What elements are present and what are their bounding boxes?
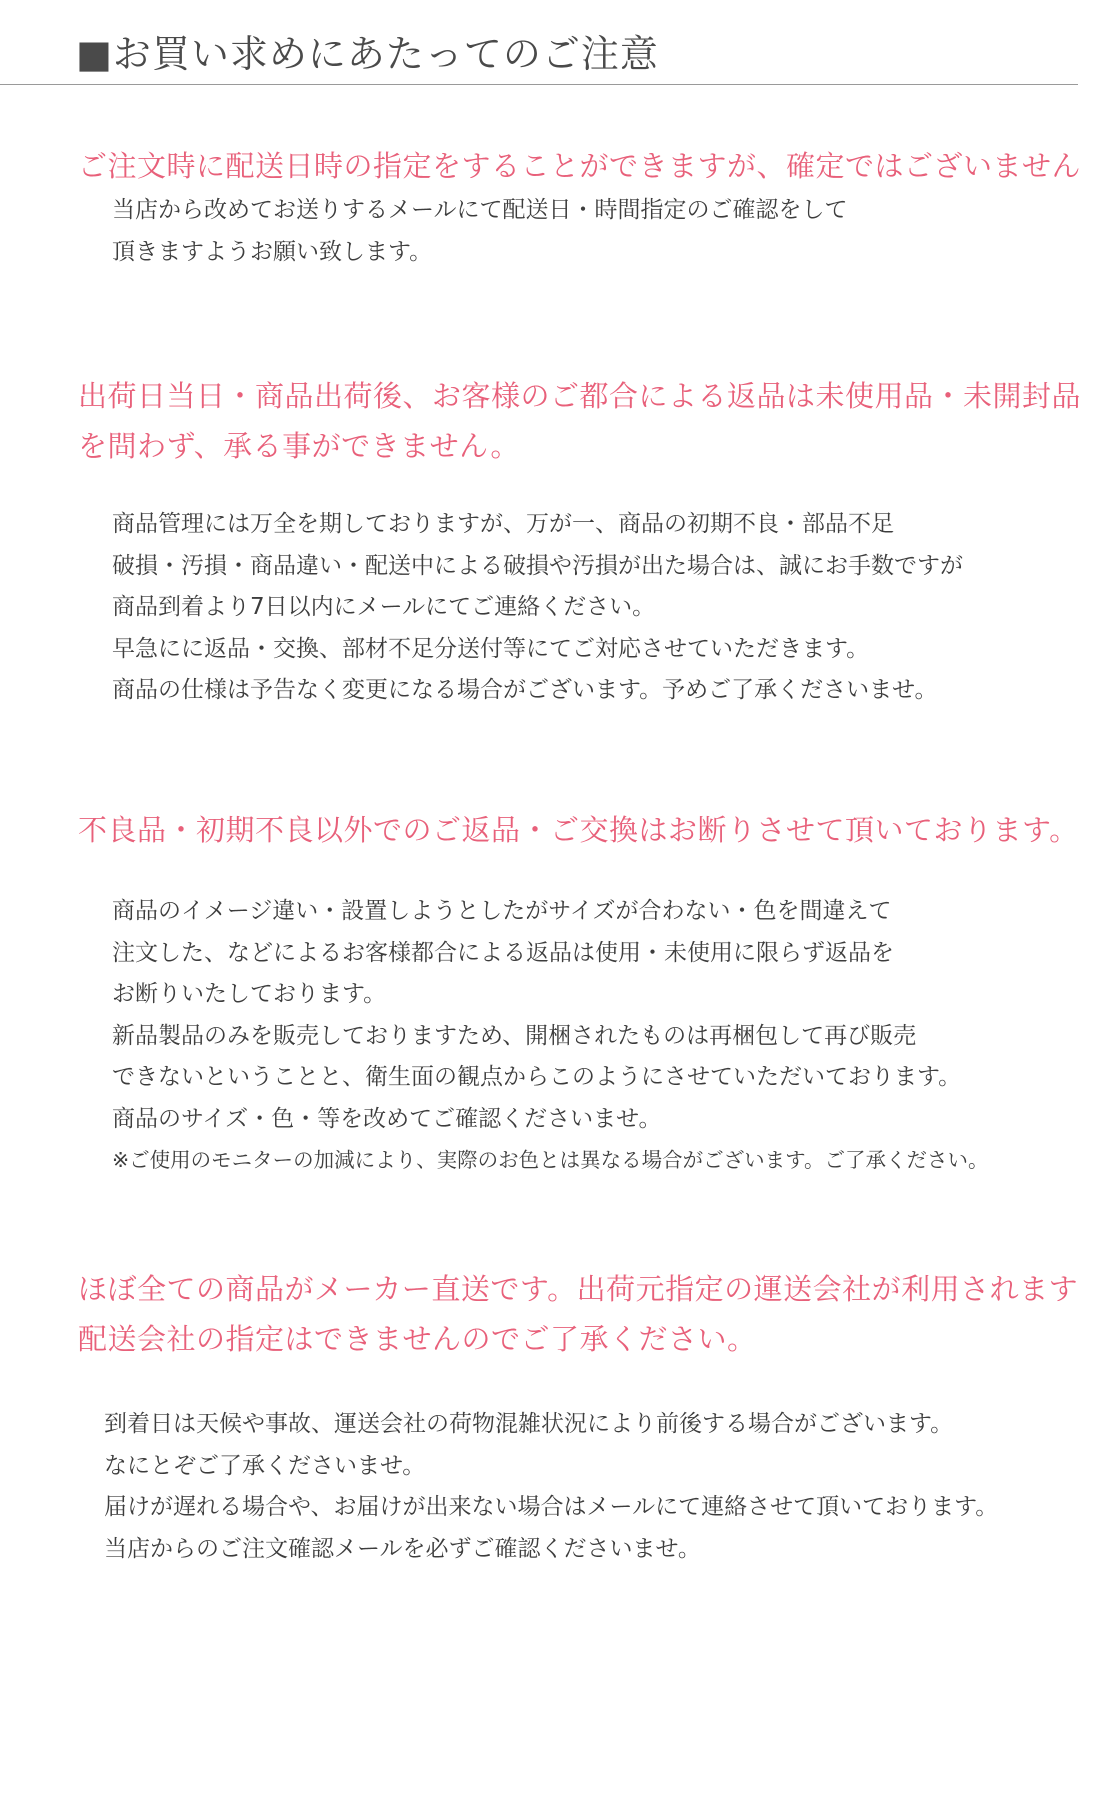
notice-heading-direct-shipping [78,1264,1078,1364]
body-line: 商品管理には万全を期しておりますが、万が一、商品の初期不良・部品不足 [112,511,894,537]
body-line: 当店から改めてお送りするメールにて配送日・時間指定のご確認をして [112,197,848,223]
body-line: 商品のイメージ違い・設置しようとしたがサイズが合わない・色を間違えて [112,898,892,924]
body-line: 商品のサイズ・色・等を改めてご確認くださいませ。 [112,1105,662,1132]
heading-line: ご注文時に配送日時の指定をすることができますが、確定ではございません [78,149,1082,183]
body-line: 届けが遅れる場合や、お届けが出来ない場合はメールにて連絡させて頂いております。 [104,1494,999,1520]
body-line: 商品到着より7日以内にメールにてご連絡ください。 [112,594,656,620]
body-line: 注文した、などによるお客様都合による返品は使用・未使用に限らず返品を [112,939,894,966]
body-line: 破損・汚損・商品違い・配送中による破損や汚損が出た場合は、誠にお手数ですが [112,552,963,579]
title-divider [0,84,1078,85]
body-line: 当店からのご注文確認メールを必ずご確認くださいませ。 [104,1535,701,1562]
heading-line: 配送会社の指定はできませんのでご了承ください。 [78,1322,757,1356]
page-title: ■お買い求めにあたってのご注意 [76,32,659,76]
body-line: 新品製品のみを販売しておりますため、開梱されたものは再梱包して再び販売 [112,1022,917,1049]
body-line: お断りいたしております。 [112,981,387,1007]
body-line: できないということと、衛生面の観点からこのようにさせていただいております。 [112,1064,962,1090]
heading-line: ほぼ全ての商品がメーカー直送です。出荷元指定の運送会社が利用されます [78,1272,1079,1306]
notice-body-returns-after-shipping [112,504,963,712]
notice-body-exchange-refusal [112,891,989,1182]
notice-body-direct-shipping [104,1404,998,1570]
body-line: 商品の仕様は予告なく変更になる場合がございます。予めご了承くださいませ。 [112,677,938,703]
body-line: 早急にに返品・交換、部材不足分送付等にてご対応させていただきます。 [112,635,870,662]
body-line: なにとぞご了承くださいませ。 [104,1452,426,1479]
notice-heading-delivery-date [78,141,1081,191]
heading-line: を問わず、承る事ができません。 [78,429,520,463]
notice-body-delivery-date [112,190,848,273]
body-line: 頂きますようお願い致します。 [112,238,433,265]
notice-heading-exchange-refusal [78,805,1079,855]
heading-line: 不良品・初期不良以外でのご返品・ご交換はお断りさせて頂いております。 [78,813,1079,847]
monitor-color-note: ※ご使用のモニターの加減により、実際のお色とは異なる場合がございます。ご了承ください。 [112,1148,989,1172]
notice-heading-returns-after-shipping [78,371,1081,471]
body-line: 到着日は天候や事故、運送会社の荷物混雑状況により前後する場合がございます。 [104,1411,954,1437]
heading-line: 出荷日当日・商品出荷後、お客様のご都合による返品は未使用品・未開封品 [78,379,1082,413]
